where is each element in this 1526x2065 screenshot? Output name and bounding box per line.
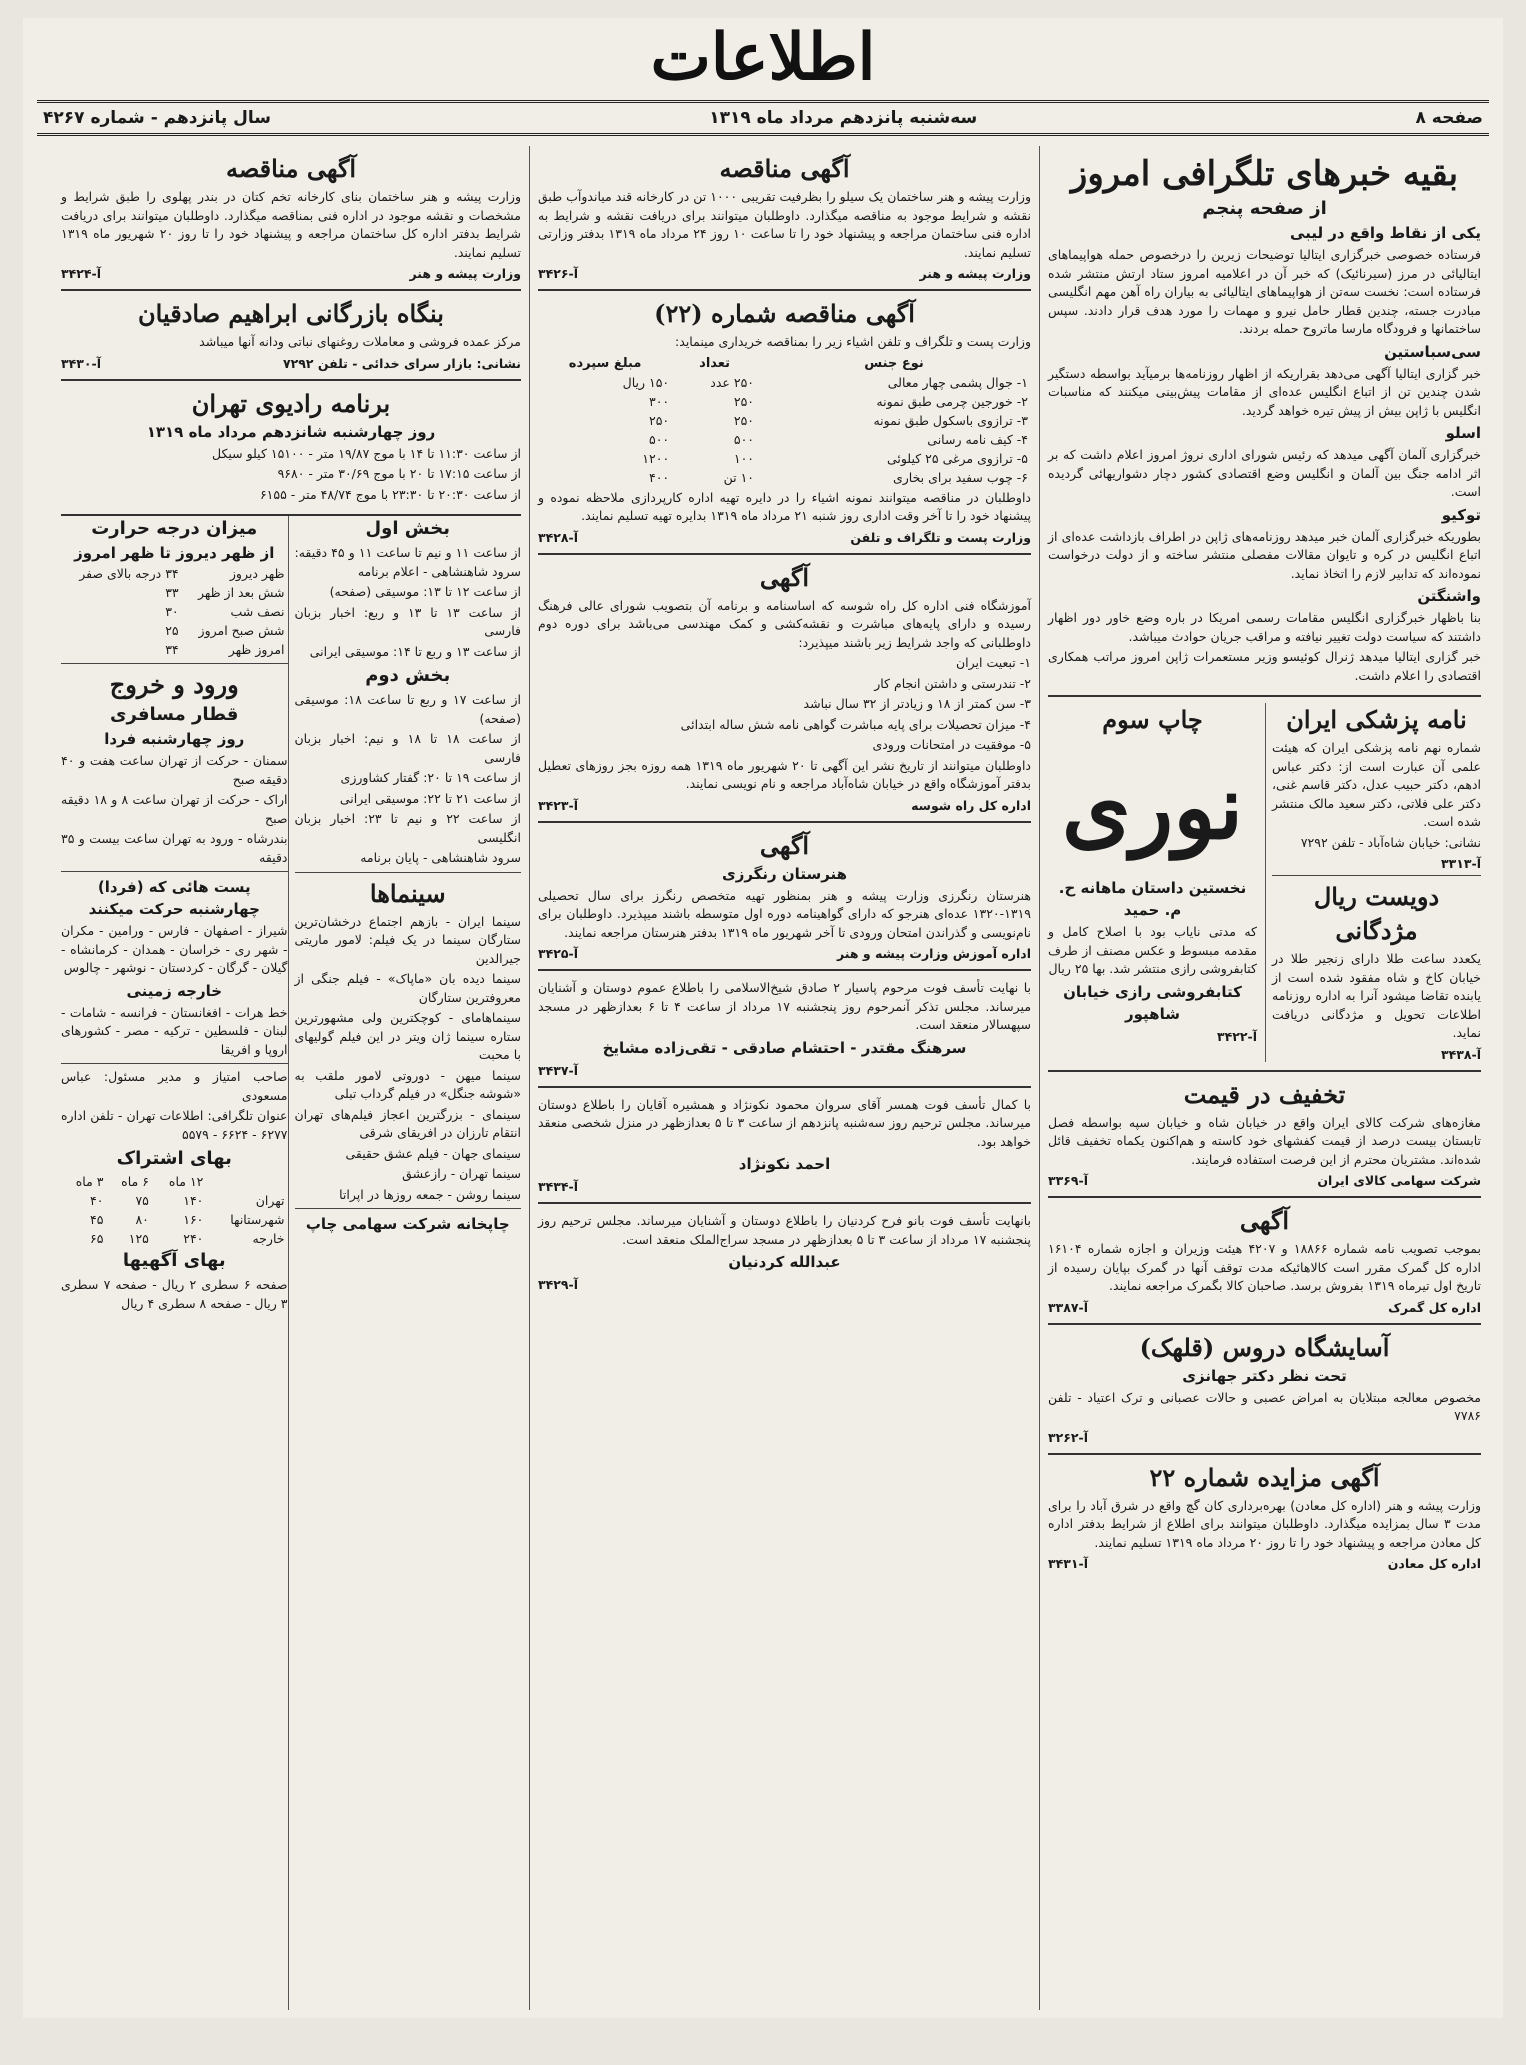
masthead: اطلاعات (650, 20, 876, 95)
customs-ref: آ-۳۳۸۷ (1048, 1299, 1089, 1315)
table-row (538, 392, 1031, 411)
auction-sign: اداره کل معادن (1387, 1556, 1481, 1571)
obit1-text: با نهایت تأسف فوت مرحوم پاسیار ۲ صادق شیخ‌الاسلامی را باطلاع عموم دوستان و آشنایان میرساند. مجلس تذکر آنمرحوم روز پنجشنبه ۱۷ مرداد از ساعت ۴ تا ۶ بعدازظهر در مسجد سپهسالار منعقد است. (538, 980, 1032, 1032)
table-row (538, 430, 1031, 449)
cinema-item: سینما میهن - دوروتی لامور ملقب به «شوشه جنگل» در فیلم گرداب تبلی (294, 1067, 521, 1101)
cinema-title: سینماها (369, 878, 446, 908)
radio-item: از ساعت ۱۷ و ربع تا ساعت ۱۸: موسیقی (صفحه) (294, 692, 521, 726)
table-row (61, 1210, 288, 1229)
tender1-sign: وزارت پیشه و هنر (919, 266, 1031, 281)
column-news (1039, 146, 1489, 2010)
tender2-intro: وزارت پست و تلگراف و تلفن اشیاء زیر را بمناقصه خریداری مینماید: (675, 334, 1031, 349)
tender1-block (538, 146, 1031, 291)
reward-title: دویست ریال مژدگانی (1313, 882, 1440, 945)
radio-sec1: بخش اول (365, 518, 450, 539)
art-text: هنرستان رنگرزی وزارت پیشه و هنر بمنظور تهیه متخصص رنگرز برای سال تحصیلی ۱۳۱۹-۱۳۲۰ عده‌ای هنرجو که دارای گواهینامه دوره اول متوسطه باشند میپذیرد. داوطلبان برای نام‌نویسی و گذراندن امتحان ورودی تا آخر شهریور ماه ۱۳۱۹ بدفتر هنرستان مراجعه نمایند. (538, 887, 1031, 940)
school-text: آموزشگاه فنی اداره کل راه شوسه که اساسنامه و برنامه آن بتصویب شورای عالی فرهنگ رسیده و دارای پایه‌های مباشرت و نقشه‌کشی و کمک مهندسی می‌باشد برای دوره دوم داوطلبانی که واجد شرایط زیر باشند میپذیرد: (538, 597, 1031, 650)
radio-item: از ساعت ۱۹ تا ۲۰: گفتار کشاورزی (340, 770, 521, 785)
journal-addr: نشانی: خیابان شاه‌آباد - تلفن ۷۲۹۲ (1300, 834, 1481, 850)
radio-item: از ساعت ۱۳ و ربع تا ۱۴: موسیقی ایرانی (309, 643, 521, 659)
tender1-text: وزارت پیشه و هنر ساختمان یک سیلو را بظرفیت تقریبی ۱۰۰۰ تن در کارخانه قند میاندوآب طبق نقشه و شرایط موجود به مناقصه میگذارد. داوطلبان میتوانند برای دریافت نقشه و شرایط به اداره فنی ساختمان مراجعه و پیشنهاد خود را تا ساعت ۱۰ روز ۲۴ مرداد ماه ۱۳۱۹ بدفتر وزارتی تسلیم نمایند. (538, 189, 1031, 260)
dateline (37, 100, 1489, 136)
obit3-text: بانهایت تأسف فوت بانو فرح کردنیان را باطلاع دوستان و آشنایان میرساند. مجلس ترحیم روز پنجشنبه ۱۷ مرداد از ساعت ۳ تا ۵ بعدازظهر در مسجد سراج‌الملک منعقد است. (538, 1213, 1031, 1247)
table-row (538, 468, 1031, 487)
column-services (53, 146, 529, 2010)
tender2-table (538, 354, 1031, 487)
ss-head: سی‌سباستین (1384, 342, 1481, 361)
book-kicker: چاپ سوم (1102, 705, 1203, 734)
column-ads (529, 146, 1039, 2010)
school-item: ۴- میزان تحصیلات برای پایه مباشرت گواهی نامه شش ساله ابتدائی (680, 716, 1031, 732)
book-ref: آ-۳۴۲۲ (1216, 1028, 1257, 1044)
clinic-sub: تحت نظر دکتر جهانزی (1182, 1366, 1347, 1385)
school-sign: اداره کل راه شوسه (911, 797, 1031, 813)
owner-text: صاحب امتیاز و مدیر مسئول: عباس مسعودی (61, 1069, 288, 1103)
radio-freq: از ساعت ۱۱:۳۰ تا ۱۴ با موج ۱۹/۸۷ متر - ۱۵۱۰۰ کیلو سیکل (211, 445, 521, 461)
art-ref: آ-۳۴۲۵ (538, 946, 579, 961)
reward-ref: آ-۳۴۳۸ (1440, 1046, 1481, 1062)
tender2-col-deposit: مبلغ سپرده (568, 355, 642, 371)
table-cell: ۴- کیف نامه رسانی (927, 431, 1028, 447)
tender2-col-qty: تعداد (699, 355, 731, 371)
table-row (538, 449, 1031, 468)
tender2-sign: وزارت پست و تلگراف و تلفن (850, 529, 1031, 545)
obit3-ref: آ-۳۴۲۹ (538, 1277, 579, 1292)
cinema-item: سینمای - بزرگترین اعجاز فیلم‌های تهران انتقام تارزان در افریقای شرقی (294, 1106, 521, 1140)
table-row (61, 621, 288, 640)
table-row (538, 411, 1031, 430)
temp-table (61, 564, 288, 659)
temp-sub: از ظهر دیروز تا ظهر امروز (74, 544, 275, 562)
art-sign: اداره آموزش وزارت پیشه و هنر (836, 946, 1031, 961)
ad-title: بهای آگهیها (122, 1250, 226, 1271)
table-cell: ۶ ماه (121, 1174, 149, 1189)
school-item: ۳- سن کمتر از ۱۸ و زیادتر از ۳۲ سال نباشد (803, 696, 1031, 711)
table-cell: ۸۰ (135, 1212, 149, 1227)
obit1-block (538, 971, 1031, 1088)
table-cell: تهران (255, 1193, 285, 1208)
train-title: قطار مسافری (110, 704, 239, 725)
mid-right-sub (288, 516, 522, 2010)
school-title: آگهی (759, 562, 810, 592)
book-and-journal (1048, 697, 1481, 1072)
subscription-table (61, 1172, 288, 1248)
clinic-title: آسایشگاه دروس (قلهک) (1139, 1332, 1390, 1362)
mid-tender-sign: وزارت پیشه و هنر (409, 266, 521, 281)
reward-text: یکعدد ساعت طلا دارای زنجیر طلا در خیابان کاخ و شاه مفقود شده است از یابنده تقاضا میشود آنرا به اداره روزنامه اطلاعات تحویل و مژدگانی دریافت نماید. (1272, 951, 1481, 1040)
clinic-text: مخصوص معالجه مبتلایان به امراض عصبی و حالات عصبانی و ترک اعتیاد - تلفن ۷۷۸۶ (1048, 1389, 1481, 1423)
auction-block (1048, 1455, 1481, 1580)
issue-date: سه‌شنبه پانزدهم مرداد ماه ۱۳۱۹ (709, 108, 978, 128)
school-item: ۵- موفقیت در امتحانات ورودی (872, 737, 1031, 752)
shop-ref: آ-۳۴۳۰ (61, 355, 102, 371)
table-cell: ۲۵۰ (649, 412, 670, 428)
shop-title: بنگاه بازرگانی ابراهیم صادقیان (138, 299, 444, 328)
discount-sign: شرکت سهامی کالای ایران (1317, 1173, 1481, 1188)
newspaper-page (23, 18, 1503, 2018)
table-cell (206, 1172, 287, 1191)
radio-block (61, 381, 521, 517)
post-title: پست هائی که (فردا) چهارشنبه حرکت میکنند (88, 878, 260, 918)
mid-tender-text: وزارت پیشه و هنر ساختمان بنای کارخانه تخم کتان در بندر پهلوی را طبق شرایط و مشخصات و نقشه موجود در اداره فنی بمناقصه میگذارد. داوطلبان میتوانند برای دریافت شرایط بدفتر اداره کل ساختمان مراجعه و پیشنهاد خود را تا روز ۲۰ شهریور ماه ۱۳۱۹ تسلیم نمایند. (61, 189, 521, 260)
table-cell: ۴۵ (90, 1212, 104, 1227)
print-text: چاپخانه شرکت سهامی چاپ (305, 1215, 510, 1233)
table-cell: ۵۰۰ (649, 431, 670, 447)
columns (37, 146, 1489, 2010)
journal-ref: آ-۳۳۱۳ (1440, 856, 1481, 871)
mid-left-sub (61, 516, 288, 2010)
obit2-sign: احمد نکونژاد (738, 1155, 831, 1173)
ss-text: خبر گزاری ایتالیا آگهی می‌دهد بقراریکه از اظهار روزنامه‌ها برمیآید بواسطه دستگیر شدن چندین تن از اتباع انگلیس عده‌ای از مقامات پیش‌بینی میکنند که مناسبات انگلیس با ژاپن بیش از پیش تیره خواهد گردید. (1048, 365, 1481, 418)
foreign-text: خط هرات - افغانستان - فرانسه - شامات - لبنان - فلسطین - ترکیه - مصر - کشورهای اروپا و افریقا (61, 1004, 288, 1057)
post-text: شیراز - اصفهان - فارس - ورامین - مکران - شهر ری - خراسان - همدان - کرمانشاه - گیلان - گرگان - کردستان - نوشهر - چالوس (61, 923, 288, 975)
auction-ref: آ-۳۴۳۱ (1048, 1556, 1089, 1571)
table-cell: ۳۴ (165, 642, 179, 657)
customs-title: آگهی (1239, 1206, 1290, 1235)
foreign-title: خارجه زمینی (126, 981, 223, 1000)
travel-title: ورود و خروج (109, 670, 239, 699)
table-cell: ۶- چوب سفید برای بخاری (892, 469, 1028, 485)
oslo-head: اسلو (1445, 424, 1481, 442)
train-sub: روز چهارشنبه فردا (104, 730, 245, 748)
news-subtitle: از صفحه پنجم (1202, 198, 1327, 219)
wash-text: بنا باظهار خبرگزاری انگلیس مقامات رسمی امریکا در باره وضع خاور دور اظهار داشتند که سیاست دولت تغییر نیافته و مراقب جریان حوادث میباشد. (1048, 610, 1481, 644)
table-row (61, 564, 288, 583)
news-block (1048, 146, 1481, 697)
radio-item: از ساعت ۱۱ و نیم تا ساعت ۱۱ و ۴۵ دقیقه: سرود شاهنشاهی - اعلام برنامه (294, 545, 521, 579)
radio-item: سرود شاهنشاهی - پایان برنامه (360, 850, 521, 865)
journal-title: نامه پزشکی ایران (1286, 705, 1467, 734)
temp-title: میزان درجه حرارت (91, 518, 258, 539)
tender2-col-item: نوع جنس (864, 355, 924, 371)
cinema-item: سینما روشن - جمعه روزها در اپراتا (339, 1186, 521, 1202)
auction-text: وزارت پیشه و هنر (اداره کل معادن) بهره‌برداری کان گچ واقع در شرق آباد را برای مدت ۳ سال بمزایده میگذارد. داوطلبان میتوانند برای اطلاع از شرایط بدفتر اداره کل معادن مراجعه و پیشنهاد خود را تا روز ۲۰ مرداد ماه ۱۳۱۹ تسلیم نمایند. (1048, 1497, 1482, 1550)
customs-block (1048, 1198, 1481, 1325)
tender1-ref: آ-۳۴۲۶ (538, 266, 579, 281)
tender2-ref: آ-۳۴۲۸ (538, 529, 579, 545)
mid-tender-block (61, 146, 521, 291)
tel-text: عنوان تلگرافی: اطلاعات تهران - تلفن اداره ۶۲۷۷ - ۶۶۲۴ - ۵۵۷۹ (61, 1108, 288, 1142)
table-cell: ۱۲۵ (128, 1231, 149, 1246)
radio-sub: روز چهارشنبه شانزدهم مرداد ماه ۱۳۱۹ (146, 422, 436, 441)
table-cell: ۲۵۰ (733, 393, 755, 409)
book-sub: نخستین داستان ماهانه ح. م. حمید (1058, 879, 1247, 919)
art-sub: هنرستان رنگرزی (721, 864, 848, 883)
tokyo-text: بطوریکه خبرگزاری آلمان خبر میدهد روزنامه‌های ژاپن در اطراف بازداشت عده‌ای از اتباع انگلیس در کره و تایوان مقالات مفصلی منتشر ساخته و از دولت درخواست نموده‌اند که تدابیر لازم را اتخاذ نماید. (1048, 528, 1481, 581)
table-cell: ۷۵ (135, 1193, 149, 1208)
table-cell: ۴۰۰ (649, 469, 670, 485)
art-title: آگهی (759, 830, 810, 860)
libya-text: فرستاده خصوصی خبرگزاری ایتالیا توضیحات زیرین را درخصوص حمله هواپیماهای ایتالیائی در مرز (سیرنائیک) که خبر آن در اعلامیه امروز ستاد ارتش منتشر شده فرستاده است: نخست سه‌تن از هواپیماهای ایتالیائی به بیاران راه آهن مهم انگلیسی مبادرت جسته، چندین قطار حامل نیرو و مهمات را مورد هدف قرار دادند. سپس ساختمانها و فرودگاه مارسا ماتروح حمله بردند. (1048, 247, 1481, 336)
table-cell: ۱۲۰۰ (642, 450, 670, 466)
table-row (61, 640, 288, 659)
book-title: نوری (1061, 755, 1244, 859)
journal-text: شماره نهم نامه پزشکی ایران که هیئت علمی آن عبارت است از: دکتر عباس ادهم، دکتر حبیب عدل، دکتر قاسم غنی، دکتر علی فلاتی، دکتر سعید مالک منتشر شده است. (1272, 740, 1481, 829)
book-block (1048, 703, 1257, 1062)
clinic-block (1048, 1325, 1481, 1455)
table-cell: ۱۶۰ (183, 1212, 204, 1227)
page-number: صفحه ۸ (1415, 108, 1483, 128)
table-cell: ۵- ترازوی مرغی ۲۵ کیلوئی (886, 450, 1028, 466)
table-cell: ۱۰۰ (733, 450, 755, 466)
radio-title: برنامه رادیوی تهران (191, 388, 391, 418)
school-block (538, 555, 1031, 823)
shop-addr: نشانی: بازار سرای خدائی - تلفن ۷۲۹۲ (282, 355, 521, 371)
school-ref: آ-۳۴۲۳ (538, 797, 579, 813)
discount-text: مغازه‌های شرکت کالای ایران واقع در خیابان شاه و خیابان سپه بواسطه فصل تابستان بیست درصد از قیمت کفشهای خود کاسته و هم‌اکنون یکماه تخفیف قائل شده‌اند. مشتریان محترم از این فرصت استفاده فرمایند. (1048, 1114, 1481, 1167)
table-cell: ۲۴۰ (183, 1231, 204, 1246)
issue-number: سال پانزدهم - شماره ۴۲۶۷ (43, 108, 271, 128)
table-cell: نصف شب (230, 604, 285, 619)
ad-text: صفحه ۶ سطری ۲ ریال - صفحه ۷ سطری ۳ ریال - صفحه ۸ سطری ۴ ریال (61, 1277, 288, 1311)
train-item: سمنان - حرکت از تهران ساعت هفت و ۴۰ دقیقه صبح (61, 753, 288, 787)
table-cell: ۳۴ درجه بالای صفر (79, 566, 179, 581)
shop-text: مرکز عمده فروشی و معاملات روغنهای نباتی ودانه آنها میباشد (199, 334, 521, 349)
customs-text: بموجب تصویب نامه شماره ۱۸۸۶۶ و ۴۲۰۷ هیئت وزیران و اجازه شماره ۱۶۱۰۴ اداره کل گمرک مقرر است کالاهائیکه مدت توقف آنها در گمرک بپایان رسیده از تاریخ اول تیرماه ۱۳۱۹ بفروش برسد. صاحبان کالا بگمرک مراجعه نمایند. (1048, 1241, 1482, 1293)
news-title: بقیه خبرهای تلگرافی امروز (1070, 154, 1459, 194)
obit2-block (538, 1088, 1031, 1205)
radio-freq: از ساعت ۱۷:۱۵ تا ۲۰ با موج ۳۰/۶۹ متر - ۹۶۸۰ (277, 466, 521, 481)
tokyo-head: توکیو (1441, 505, 1481, 524)
cinema-item: سینماهامای - کوچکترین ولی مشهورترین ستاره سینما ژان ویتر در این فیلم گولیهای با محبت (294, 1010, 521, 1062)
journal-block (1265, 703, 1481, 1062)
mid-tender-title: آگهی مناقصه (225, 154, 357, 183)
art-block (538, 823, 1031, 972)
cinema-item: سینما ایران - بازهم اجتماع درخشان‌ترین ستارگان سینما در یک فیلم: لامور ماریتی جیرالدین (294, 913, 521, 966)
oslo-text: خبرگزاری آلمان آگهی میدهد که رئیس شورای اداری نروژ امروز اعلام داشت که بر اثر ادامه جنگ بین آلمان و انگلیس وضع اقتصادی کشور دچار دشواریهائی گردیده است. (1048, 447, 1481, 499)
table-cell: ۳۰۰ (649, 393, 670, 409)
obit3-block (538, 1204, 1031, 1300)
table-cell: ۱۵۰ ریال (622, 374, 670, 390)
table-cell: ۱۰ تن (723, 469, 755, 485)
tender2-block (538, 291, 1031, 555)
wash-head: واشنگتن (1417, 587, 1481, 605)
discount-block (1048, 1072, 1481, 1199)
train-item: اراک - حرکت از تهران ساعت ۸ و ۱۸ دقیقه صبح (61, 792, 288, 826)
shop-block (61, 291, 521, 381)
train-item: بندرشاه - ورود به تهران ساعت بیست و ۳۵ دقیقه (61, 831, 288, 865)
obit2-ref: آ-۳۴۳۴ (538, 1179, 579, 1194)
sub-title: بهای اشتراک (116, 1148, 232, 1169)
radio-item: از ساعت ۱۸ تا ۱۸ و نیم: اخبار بزبان فارسی (294, 731, 521, 765)
libya-head: یکی از نقاط واقع در لیبی (1290, 224, 1481, 242)
school-item: ۱- تبعیت ایران (955, 655, 1031, 670)
radio-sec2: بخش دوم (365, 665, 451, 686)
table-cell: ۲۵ (165, 623, 179, 638)
radio-item: از ساعت ۱۲ تا ۱۳: موسیقی (صفحه) (329, 584, 521, 599)
table-cell: شهرستانها (230, 1212, 285, 1227)
table-row (61, 1191, 288, 1210)
book-text: که مدتی نایاب بود با اصلاح کامل و مقدمه مبسوط و عکس مصنف از طرف کتابفروشی رازی منتشر شد. بها ۲۵ ریال (1048, 924, 1257, 976)
table-cell: شش صبح امروز (198, 623, 285, 638)
table-cell: ۱۴۰ (183, 1193, 204, 1208)
table-cell: ۳۰ (165, 604, 179, 619)
table-cell: ۲۵۰ (733, 412, 755, 428)
table-cell: ظهر دیروز (229, 566, 285, 581)
tender2-title: آگهی مناقصه شماره (۲۲) (654, 299, 915, 328)
table-cell: ۳ ماه (75, 1174, 104, 1189)
radio-item: از ساعت ۲۲ و نیم تا ۲۳: اخبار بزبان انگلیسی (294, 811, 521, 845)
auction-title: آگهی مزایده شماره ۲۲ (1149, 1462, 1380, 1492)
radio-freq: از ساعت ۲۰:۳۰ تا ۲۳:۳۰ با موج ۴۸/۷۴ متر - ۶۱۵۵ (259, 486, 521, 502)
school-item: ۲- تندرستی و داشتن انجام کار (874, 675, 1031, 691)
obit1-sign: سرهنگ مقتدر - احتشام صادقی - تقی‌زاده مشایخ (602, 1038, 967, 1057)
book-sign: کتابفروشی رازی خیابان شاهپور (1063, 982, 1242, 1023)
table-cell: خارجه (252, 1231, 285, 1246)
discount-title: تخفیف در قیمت (1183, 1079, 1346, 1109)
table-cell: ۳۳ (165, 585, 179, 600)
table-cell: ۱۲ ماه (168, 1174, 204, 1189)
clinic-ref: آ-۳۲۶۲ (1048, 1429, 1089, 1445)
table-row (61, 1172, 288, 1191)
mid-split (61, 516, 521, 2010)
table-cell: ۶۵ (90, 1231, 104, 1246)
table-cell: ۲۵۰ عدد (710, 374, 755, 390)
table-cell: ۱- جوال پشمی چهار معالی (887, 374, 1028, 390)
table-cell: شش بعد از ظهر (197, 585, 285, 600)
table-cell: امروز ظهر (228, 642, 285, 657)
obit3-sign: عبدالله کردنیان (728, 1253, 841, 1271)
discount-ref: آ-۳۳۶۹ (1048, 1173, 1089, 1188)
table-row (61, 583, 288, 602)
cinema-item: سینما تهران - رازعشق (402, 1166, 521, 1181)
table-cell: ۳- ترازوی باسکول طبق نمونه (873, 412, 1028, 428)
radio-item: از ساعت ۱۳ تا ۱۳ و ربع: اخبار بزبان فارسی (294, 604, 521, 638)
table-row (61, 602, 288, 621)
obit2-text: با کمال تأسف فوت همسر آقای سروان محمود نکونژاد و همشیره آقایان را باطلاع دوستان میرساند. مجلس ترحیم روز سه‌شنبه پانزدهم از ساعت ۳ تا ۵ بعدازظهر در منزل شخصی منعقد خواهد بود. (538, 1096, 1031, 1149)
cinema-item: سینما دیده بان «ماپاک» - فیلم جنگی از معروفترین ستارگان (294, 971, 521, 1005)
tender1-title: آگهی مناقصه (719, 154, 850, 183)
customs-sign: اداره کل گمرک (1388, 1299, 1481, 1315)
table-cell: ۲- خورجین چرمی طبق نمونه (876, 393, 1028, 409)
table-row (538, 373, 1031, 392)
tender2-text: داوطلبان در مناقصه میتوانند نمونه اشیاء را در دایره تهیه اداره کارپردازی ملاحظه نموده و پیشنهاد خود را تا آخر وقت اداری روز شنبه ۲۱ مرداد ماه ۱۳۱۹ بدایره تهیه تسلیم نمایند. (538, 489, 1031, 523)
radio-item: از ساعت ۲۱ تا ۲۲: موسیقی ایرانی (339, 790, 521, 806)
table-cell: ۴۰ (90, 1193, 104, 1208)
obit1-ref: آ-۳۴۳۷ (538, 1062, 579, 1078)
table-cell: ۵۰۰ (733, 431, 755, 447)
table-row (61, 1229, 288, 1248)
tokyo2-text: خبر گزاری ایتالیا میدهد ژنرال کوئیسو وزیر مستعمرات ژاپن امروز مراتب همکاری اقتصادی را اعلام داشت. (1048, 649, 1481, 683)
cinema-item: سینمای جهان - فیلم عشق حقیقی (345, 1145, 521, 1161)
school-text2: داوطلبان میتوانند از تاریخ نشر این آگهی تا ۲۰ شهریور ماه ۱۳۱۹ همه روزه بجز روزهای تعطیل بدفتر آموزشگاه واقع در خیابان شاه‌آباد مراجعه و نام نویسی نمایند. (538, 757, 1031, 791)
mid-tender-ref: آ-۳۴۲۴ (61, 266, 102, 281)
